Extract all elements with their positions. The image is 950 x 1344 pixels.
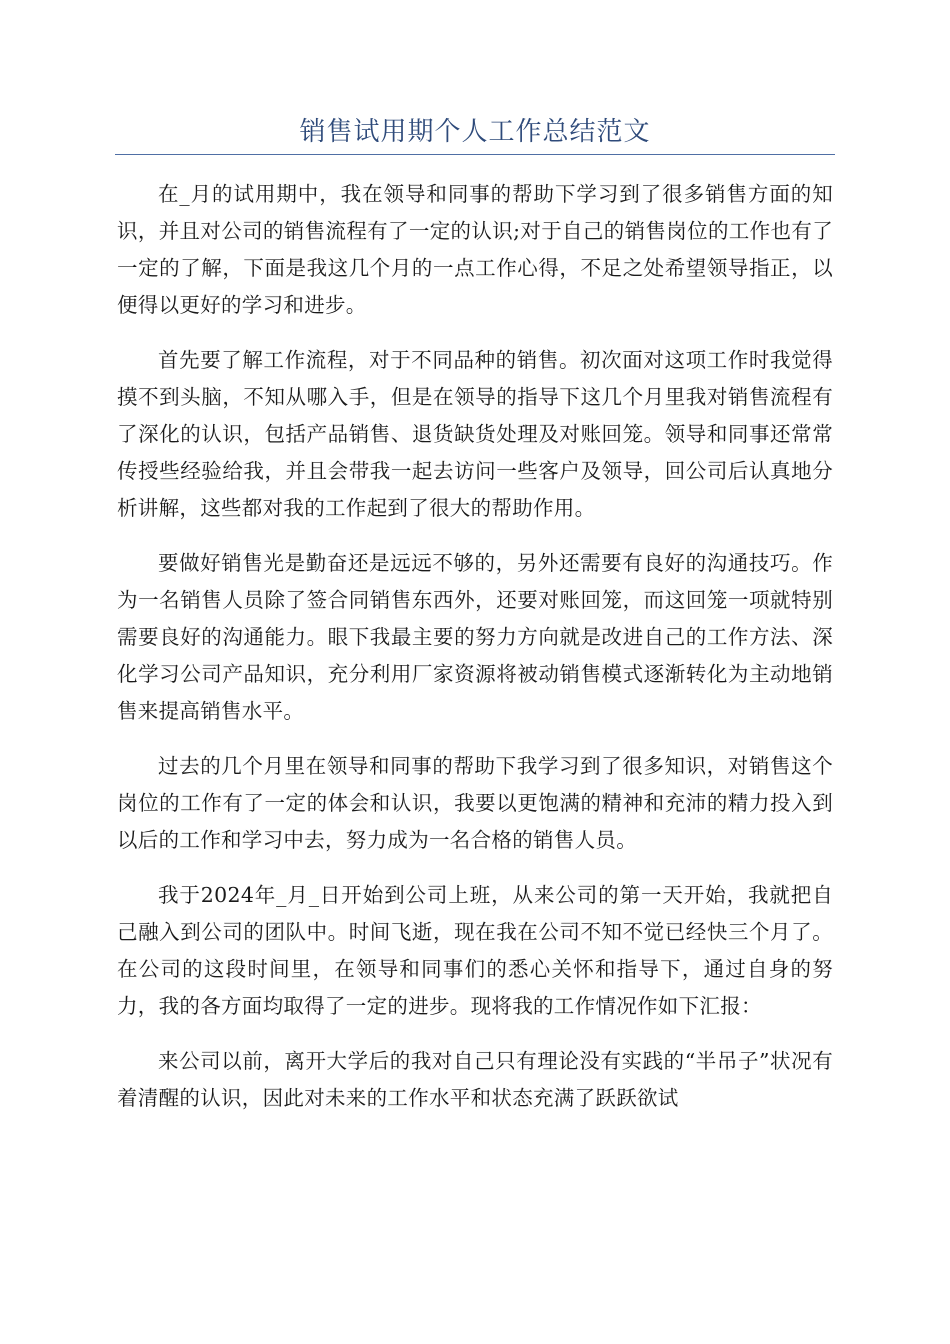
- paragraph-6: 来公司以前，离开大学后的我对自己只有理论没有实践的“半吊子”状况有着清醒的认识，因此对未来的工作水平和状态充满了跃跃欲试: [117, 1049, 833, 1110]
- paragraph-5: 我于2024年_月_日开始到公司上班，从来公司的第一天开始，我就把自己融入到公司的团队中。时间飞逝，现在我在公司不知不觉已经快三个月了。在公司的这段时间里，在领导和同事们的悉心关怀和指导下，通过自身的努力，我的各方面均取得了一定的进步。现将我的工作情况作如下汇报：: [117, 883, 833, 1018]
- paragraph-2: 首先要了解工作流程，对于不同品种的销售。初次面对这项工作时我觉得摸不到头脑，不知从哪入手，但是在领导的指导下这几个月里我对销售流程有了深化的认识，包括产品销售、退货缺货处理及对账回笼。领导和同事还常常传授些经验给我，并且会带我一起去访问一些客户及领导，回公司后认真地分析讲解，这些都对我的工作起到了很大的帮助作用。: [117, 348, 833, 520]
- document-body: [117, 176, 833, 1135]
- paragraph-4: 过去的几个月里在领导和同事的帮助下我学习到了很多知识，对销售这个岗位的工作有了一定的体会和认识，我要以更饱满的精神和充沛的精力投入到以后的工作和学习中去，努力成为一名合格的销售人员。: [117, 754, 833, 852]
- paragraph-3: 要做好销售光是勤奋还是远远不够的，另外还需要有良好的沟通技巧。作为一名销售人员除了签合同销售东西外，还要对账回笼，而这回笼一项就特别需要良好的沟通能力。眼下我最主要的努力方向就是改进自己的工作方法、深化学习公司产品知识，充分利用厂家资源将被动销售模式逐渐转化为主动地销售来提高销售水平。: [117, 551, 833, 723]
- document-title: 销售试用期个人工作总结范文: [299, 117, 651, 147]
- title-underline: [115, 154, 835, 155]
- paragraph-1: 在_月的试用期中，我在领导和同事的帮助下学习到了很多销售方面的知识，并且对公司的销售流程有了一定的认识;对于自己的销售岗位的工作也有了一定的了解，下面是我这几个月的一点工作心得，不足之处希望领导指正，以便得以更好的学习和进步。: [117, 182, 833, 317]
